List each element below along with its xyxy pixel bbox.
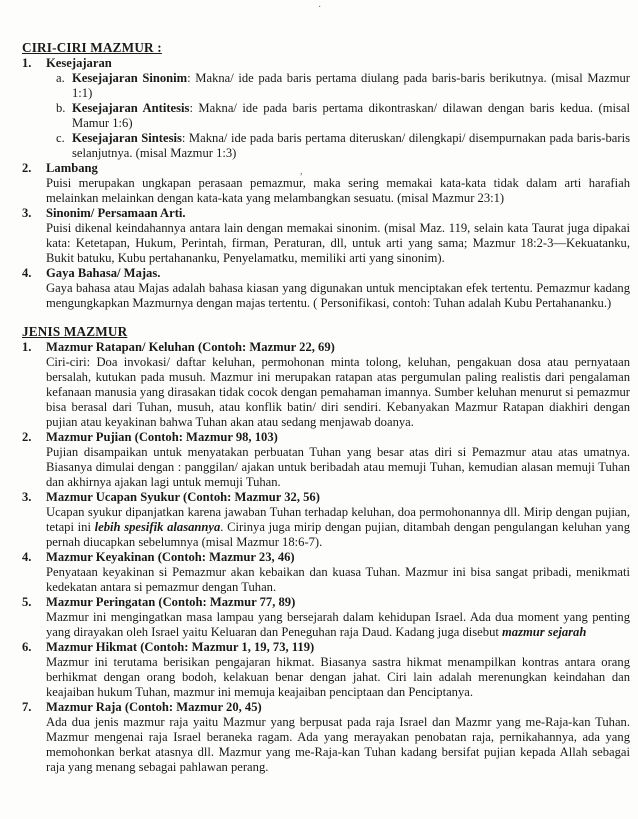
jenis-item [16, 430, 630, 490]
item-heading: Kesejajaran [46, 56, 112, 70]
item-heading: Mazmur Hikmat [46, 640, 138, 654]
sub-letter: c. [56, 131, 65, 145]
item-example: (Contoh: Mazmur 1, 19, 73, 119) [137, 640, 315, 654]
item-number: 5. [22, 595, 32, 609]
ciri-item [16, 56, 630, 161]
jenis-item [16, 595, 630, 640]
body-text: Ucapan syukur dipanjatkan karena jawaban Tuhan terhadap keluhan, doa permohonannya dll. Mirip dengan pujian, tetapi ini [46, 505, 630, 534]
document-body [16, 40, 630, 775]
item-number: 3. [22, 206, 32, 220]
emphasis-text: mazmur sejarah [502, 625, 587, 639]
body-text-end: . Cirinya juga mirip dengan pujian, ditambah dengan pengulangan keluhan yang pernah diucapkan sebelumnya (misal Mazmur 18:6-7). [46, 520, 630, 549]
item-example: (Contoh: Mazmur 23, 46) [154, 550, 295, 564]
item-example: (Contoh: Mazmur 32, 56) [179, 490, 320, 504]
sub-term: Kesejajaran Antitesis [72, 101, 190, 115]
sub-term: Kesejajaran Sintesis [72, 131, 182, 145]
sub-letter: b. [56, 101, 66, 115]
item-number: 7. [22, 700, 32, 714]
jenis-item [16, 550, 630, 595]
item-body [46, 505, 630, 550]
ciri-item [16, 161, 630, 206]
item-heading: Mazmur Peringatan [46, 595, 156, 609]
item-number: 4. [22, 266, 32, 280]
item-heading: Mazmur Keyakinan [46, 550, 155, 564]
ciri-item [16, 266, 630, 311]
sub-item [46, 71, 630, 101]
item-example: (Contoh: Mazmur 20, 45) [121, 700, 262, 714]
item-heading: Mazmur Pujian [46, 430, 132, 444]
item-body: Mazmur ini terutama berisikan pengajaran hikmat. Biasanya sastra hikmat menampilkan kontras antara orang berhikmat dengan orang bodoh, kelakuan benar dengan jahat. Ciri lain adalah merenungkan keindahan dan keajaiban hukum Tuhan, mazmur ini memuja keajaiban penciptaan dan Penciptanya. [46, 655, 630, 699]
sub-term: Kesejajaran Sinonim [72, 71, 188, 85]
section-title-ciri: CIRI-CIRI MAZMUR : [22, 40, 162, 55]
item-heading: Mazmur Ucapan Syukur [46, 490, 180, 504]
item-number: 6. [22, 640, 32, 654]
sub-item [46, 101, 630, 131]
item-body [46, 610, 630, 640]
section-title-jenis: JENIS MAZMUR [22, 324, 128, 339]
body-text: Mazmur ini mengingatkan masa lampau yang bersejarah dalam kehidupan Israel. Ada dua moment yang penting yang dirayakan oleh Israel yaitu Keluaran dan Peneguhan raja Daud. Kadang juga disebut [46, 610, 630, 639]
jenis-item [16, 700, 630, 775]
scan-speck: · [318, 2, 322, 13]
sub-text: : Makna/ ide pada baris pertama diteruskan/ dilengkapi/ disempurnakan pada baris-baris selanjutnya. (misal Mazmur 1:3) [72, 131, 630, 160]
item-body: Puisi merupakan ungkapan perasaan pemazmur, maka sering memakai kata-kata tidak dalam arti harafiah melainkan melainkan dengan kata-kata yang melambangkan sesuatu. (misal Mazmur 23:1) [46, 176, 630, 205]
item-heading: Lambang [46, 161, 98, 175]
item-body: Ciri-ciri: Doa invokasi/ daftar keluhan, permohonan minta tolong, keluhan, pengakuan dosa atau pernyataan bersalah, kutukan pada musuh. Mazmur ini merupakan ratapan atas pergumulan paling realistis dari pengalaman kefanaan manusia yang dirasakan tidak cocok dengan pemahaman imannya. Sumber keluhan menurut si pemazmur bisa berasal dari Tuhan, musuh, atau konflik batin/ diri sendiri. Kebanyakan Mazmur Ratapan diakhiri dengan pujian atau keyakinan bahwa Tuhan akan atau sedang menjawab doanya. [46, 355, 630, 429]
item-body: Puisi dikenal keindahannya antara lain dengan memakai sinonim. (misal Maz. 119, selain kata Taurat juga dipakai kata: Ketetapan, Hukum, Perintah, firman, Peraturan, dll, untuk arti yang sama; Mazmur 18:2-3—Kekuatanku, Bukit batuku, Kubu pertahananku, Penyelamatku, memiliki arti yang sinonim). [46, 221, 630, 265]
item-number: 2. [22, 430, 32, 444]
item-body: Gaya bahasa atau Majas adalah bahasa kiasan yang digunakan untuk menciptakan efek tertentu. Pemazmur kadang mengungkapkan Mazmurnya dengan majas tertentu. ( Personifikasi, contoh: Tuhan adalah Kubu Pertahananku.) [46, 281, 630, 310]
jenis-item [16, 340, 630, 430]
item-example: (Contoh: Mazmur 77, 89) [155, 595, 296, 609]
item-number: 1. [22, 340, 32, 354]
item-example: (Contoh: Mazmur 22, 69) [194, 340, 335, 354]
item-number: 4. [22, 550, 32, 564]
sub-text: : Makna/ ide pada baris pertama dikontraskan/ dilawan dengan baris kedua. (misal Mamur 1:6) [72, 101, 631, 130]
item-example: (Contoh: Mazmur 98, 103) [131, 430, 278, 444]
item-heading: Sinonim/ Persamaan Arti. [46, 206, 186, 220]
item-number: 2. [22, 161, 32, 175]
item-heading: Mazmur Raja [46, 700, 122, 714]
jenis-item [16, 640, 630, 700]
item-body: Ada dua jenis mazmur raja yaitu Mazmur yang berpusat pada raja Israel dan Mazmr yang me-Raja-kan Tuhan. Mazmur mengenai raja Israel beraneka ragam. Ada yang merayakan penobatan raja, pernikahannya, ada yang memohonkan berkat atasnya dll. Mazmur yang me-Raja-kan Tuhan kadang bersifat pujian kepada Allah sebagai raja yang menang sebagai pahlawan perang. [46, 715, 630, 774]
ciri-item [16, 206, 630, 266]
item-heading: Gaya Bahasa/ Majas. [46, 266, 161, 280]
sub-letter: a. [56, 71, 65, 85]
item-body: Penyataan keyakinan si Pemazmur akan kebaikan dan kuasa Tuhan. Mazmur ini bisa sangat pribadi, menikmati kedekatan antara si pemazmur dengan Tuhan. [46, 565, 630, 594]
scan-speck: , [300, 166, 303, 177]
item-number: 3. [22, 490, 32, 504]
sub-text: : Makna/ ide pada baris pertama diulang pada baris-baris berikutnya. (misal Mazmur 1:1) [72, 71, 630, 100]
item-heading: Mazmur Ratapan/ Keluhan [46, 340, 195, 354]
item-number: 1. [22, 56, 32, 70]
sub-item [46, 131, 630, 161]
emphasis-text: lebih spesifik alasannya [94, 520, 221, 534]
item-body: Pujian disampaikan untuk menyatakan perbuatan Tuhan yang besar atas diri si Pemazmur atau atas umatnya. Biasanya dimulai dengan : panggilan/ ajakan untuk beribadah atau memuji Tuhan, kemudian alasan memuji Tuhan dan akhirnya ajakan lagi untuk memuji Tuhan. [46, 445, 630, 489]
jenis-item [16, 490, 630, 550]
